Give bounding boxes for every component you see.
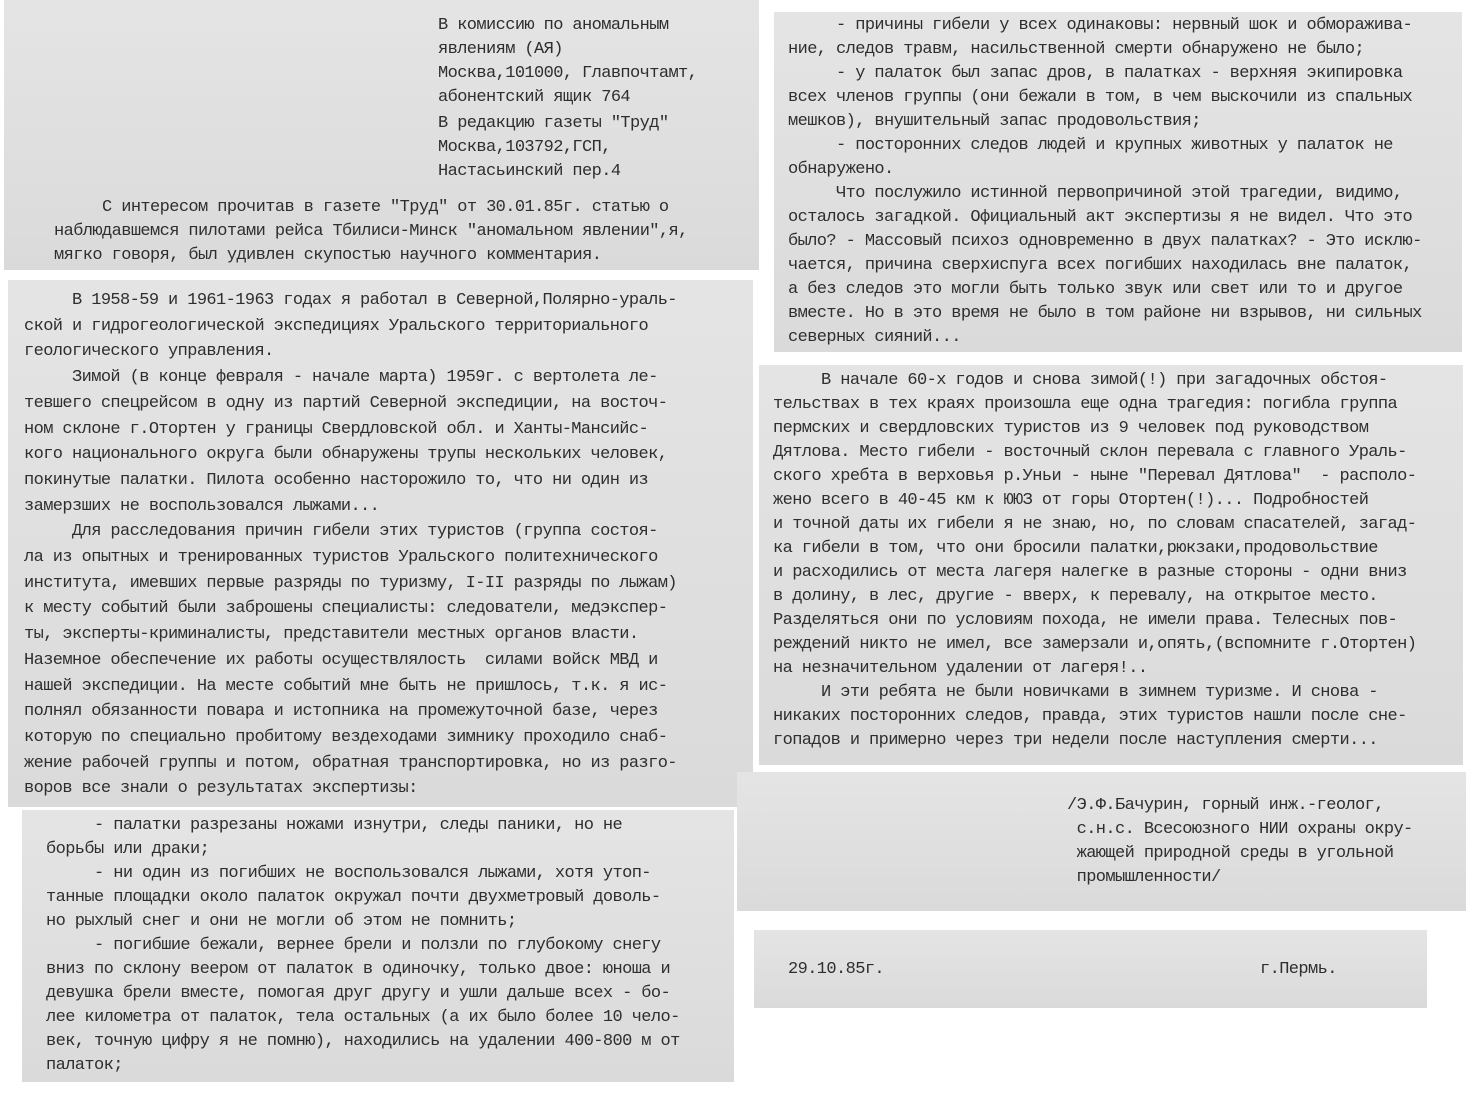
text-line: - причины гибели у всех одинаковы: нервный шок и обморажива- (788, 16, 1413, 35)
text-line: воров все знали о результатах экспертизы: (24, 779, 418, 799)
text-line: замерзших не воспользовался лыжами... (24, 496, 380, 516)
left-list-fragment (22, 810, 734, 1082)
text-line: полнял обязанности повара и истопника на промежуточной базе, через (24, 702, 658, 722)
list-item: палаток; (46, 1056, 123, 1075)
text-line: жение рабочей группы и потом, обратная транспортировка, но из разго- (24, 753, 677, 773)
text-line: - посторонних следов людей и крупных животных у палаток не (788, 136, 1393, 155)
body-text (24, 288, 677, 802)
text-line: С интересом прочитав в газете "Труд" от 30.01.85г. статью о (54, 198, 669, 217)
text-line: а без следов это могли быть только звук или свет или то и другое (788, 280, 1403, 299)
text-line: осталось загадкой. Официальный акт экспертизы я не видел. Что это (788, 208, 1413, 227)
date-fragment (754, 930, 1427, 1008)
text-line: тевшего спецрейсом в одну из партий Северной экспедиции, на восточ- (24, 393, 668, 413)
list-item: но рыхлый снег и они не могли об этом не помнить; (46, 912, 517, 931)
signature-line: с.н.с. Всесоюзного НИИ охраны окру- (1067, 820, 1413, 839)
recipient-line: абонентский ящик 764 (438, 88, 631, 107)
text-line: ном склоне г.Отортен у границы Свердловской обл. и Ханты-Мансийс- (24, 419, 649, 439)
text-line: в долину, в лес, другие - вверх, к перевалу, на открытое место. (773, 587, 1378, 606)
text-line: Что послужило истинной первопричиной этой трагедии, видимо, (788, 184, 1403, 203)
findings-continued (788, 14, 1422, 350)
text-line: обнаружено. (788, 160, 894, 179)
text-line: и точной даты их гибели я не знаю, но, по словам спасателей, загад- (773, 515, 1417, 534)
list-item: девушка брели вместе, помогая друг другу и ушли дальше всех - бо- (46, 984, 671, 1003)
text-line: Для расследования причин гибели этих туристов (группа состоя- (24, 522, 658, 542)
text-line: к месту событий были заброшены специалисты: следователи, медэкспер- (24, 599, 668, 619)
signature-line: промышленности/ (1067, 868, 1221, 887)
text-line: жено всего в 40-45 км к ЮЮЗ от горы Отортен(!)... Подробностей (773, 491, 1369, 510)
text-line: Зимой (в конце февраля - начале марта) 1959г. с вертолета ле- (24, 368, 658, 388)
text-line: В начале 60-х годов и снова зимой(!) при загадочных обстоя- (773, 371, 1388, 390)
text-line: Дятлова. Место гибели - восточный склон перевала с главного Ураль- (773, 443, 1407, 462)
text-line: покинутые палатки. Пилота особенно насторожило то, что ни один из (24, 470, 649, 490)
recipient-line: В редакцию газеты "Труд" (438, 114, 669, 133)
signature-line: /Э.Ф.Бачурин, горный инж.-геолог, (1067, 796, 1384, 815)
text-line: которую по специально пробитому вездеходами зимнику проходило снаб- (24, 727, 668, 747)
text-line: ка гибели в том, что они бросили палатки,рюкзаки,продовольствие (773, 539, 1378, 558)
signature-line: жающей природной среды в угольной (1067, 844, 1394, 863)
list-item: - ни один из погибших не воспользовался лыжами, хотя утоп- (46, 864, 651, 883)
letter-date: 29.10.85г. (788, 960, 885, 979)
text-line: Разделяться они по условиям похода, не имели права. Телесных пов- (773, 611, 1398, 630)
text-line: ты, эксперты-криминалисты, представители местных органов власти. (24, 625, 639, 645)
text-line: наблюдавшемся пилотами рейса Тбилиси-Минск "аномальном явлении",я, (54, 222, 688, 241)
text-line: ской и гидрогеологической экспедициях Уральского территориального (24, 316, 649, 336)
text-line: и расходились от места лагеря налегке в разные стороны - одни вниз (773, 563, 1407, 582)
list-item: - погибшие бежали, вернее брели и ползли по глубокому снегу (46, 936, 661, 955)
text-line: ла из опытных и тренированных туристов Уральского политехнического (24, 548, 658, 568)
text-line: на незначительном удалении от лагеря!.. (773, 659, 1148, 678)
text-line: пермских и свердловских туристов из 9 человек под руководством (773, 419, 1369, 438)
text-line: северных сияний... (788, 328, 961, 347)
text-line: никаких посторонних следов, правда, этих туристов нашли после сне- (773, 707, 1407, 726)
recipient-line: В комиссию по аномальным (438, 16, 669, 35)
recipient-line: Москва,101000, Главпочтамт, (438, 64, 698, 83)
signature-fragment (737, 772, 1466, 911)
list-item: борьбы или драки; (46, 840, 210, 859)
text-line: геологического управления. (24, 342, 274, 362)
list-item: - палатки разрезаны ножами изнутри, следы паники, но не (46, 816, 623, 835)
list-item: лее километра от палаток, тела остальных (а их было более 10 чело- (46, 1008, 680, 1027)
intro-paragraph (54, 196, 688, 268)
recipient-line: явлениям (АЯ) (438, 40, 563, 59)
text-line: вместе. Но в это время не было в том районе ни взрывов, ни сильных (788, 304, 1422, 323)
letter-city: г.Пермь. (1260, 960, 1337, 979)
list-item: вниз по склону веером от палаток в одиночку, только двое: юноша и (46, 960, 671, 979)
text-line: Наземное обеспечение их работы осуществлялость силами войск МВД и (24, 650, 658, 670)
text-line: В 1958-59 и 1961-1963 годах я работал в Северной,Полярно-ураль- (24, 291, 677, 310)
recipient-line: Москва,103792,ГСП, (438, 138, 611, 157)
header-fragment (4, 0, 759, 270)
text-line: тельствах в тех краях произошла еще одна трагедия: погибла группа (773, 395, 1398, 414)
author-signature (1067, 794, 1413, 890)
text-line: мешков), внушительный запас продовольствия; (788, 112, 1201, 131)
right-top-fragment (774, 12, 1462, 352)
findings-list (46, 814, 680, 1078)
right-mid-fragment (759, 365, 1463, 765)
list-item: век, точную цифру я не помню), находились на удалении 400-800 м от (46, 1032, 680, 1051)
text-line: института, имевших первые разряды по туризму, I-II разряды по лыжам) (24, 573, 677, 593)
text-line: кого национального округа были обнаружены трупы нескольких человек, (24, 445, 668, 465)
left-body-fragment (8, 280, 753, 807)
text-line: было? - Массовый психоз одновременно в двух палатках? - Это исклю- (788, 232, 1422, 251)
dyatlov-paragraph (773, 369, 1416, 753)
recipient-newspaper (438, 112, 758, 184)
text-line: гопадов и примерно через три недели после наступления смерти... (773, 731, 1378, 750)
text-line: всех членов группы (они бежали в том, в чем выскочили из спальных (788, 88, 1413, 107)
text-line: нашей экспедиции. На месте событий мне быть не пришлось, т.к. я ис- (24, 676, 668, 696)
text-line: - у палаток был запас дров, в палатках - верхняя экипировка (788, 64, 1403, 83)
recipient-line: Настасьинский пер.4 (438, 162, 621, 181)
text-line: реждений никто не имел, все замерзали и,опять,(вспомните г.Отортен) (773, 635, 1417, 654)
list-item: танные площадки около палаток окружал почти двухметровый доволь- (46, 888, 661, 907)
text-line: мягко говоря, был удивлен скупостью научного комментария. (54, 246, 602, 265)
text-line: ского хребта в верховья р.Уньи - ныне "Перевал Дятлова" - располо- (773, 467, 1417, 486)
text-line: И эти ребята не были новичками в зимнем туризме. И снова - (773, 683, 1378, 702)
text-line: ние, следов травм, насильственной смерти обнаружено не было; (788, 40, 1365, 59)
recipient-commission (438, 14, 758, 110)
text-line: чается, причина сверхиспуга всех погибших находилась вне палаток, (788, 256, 1413, 275)
